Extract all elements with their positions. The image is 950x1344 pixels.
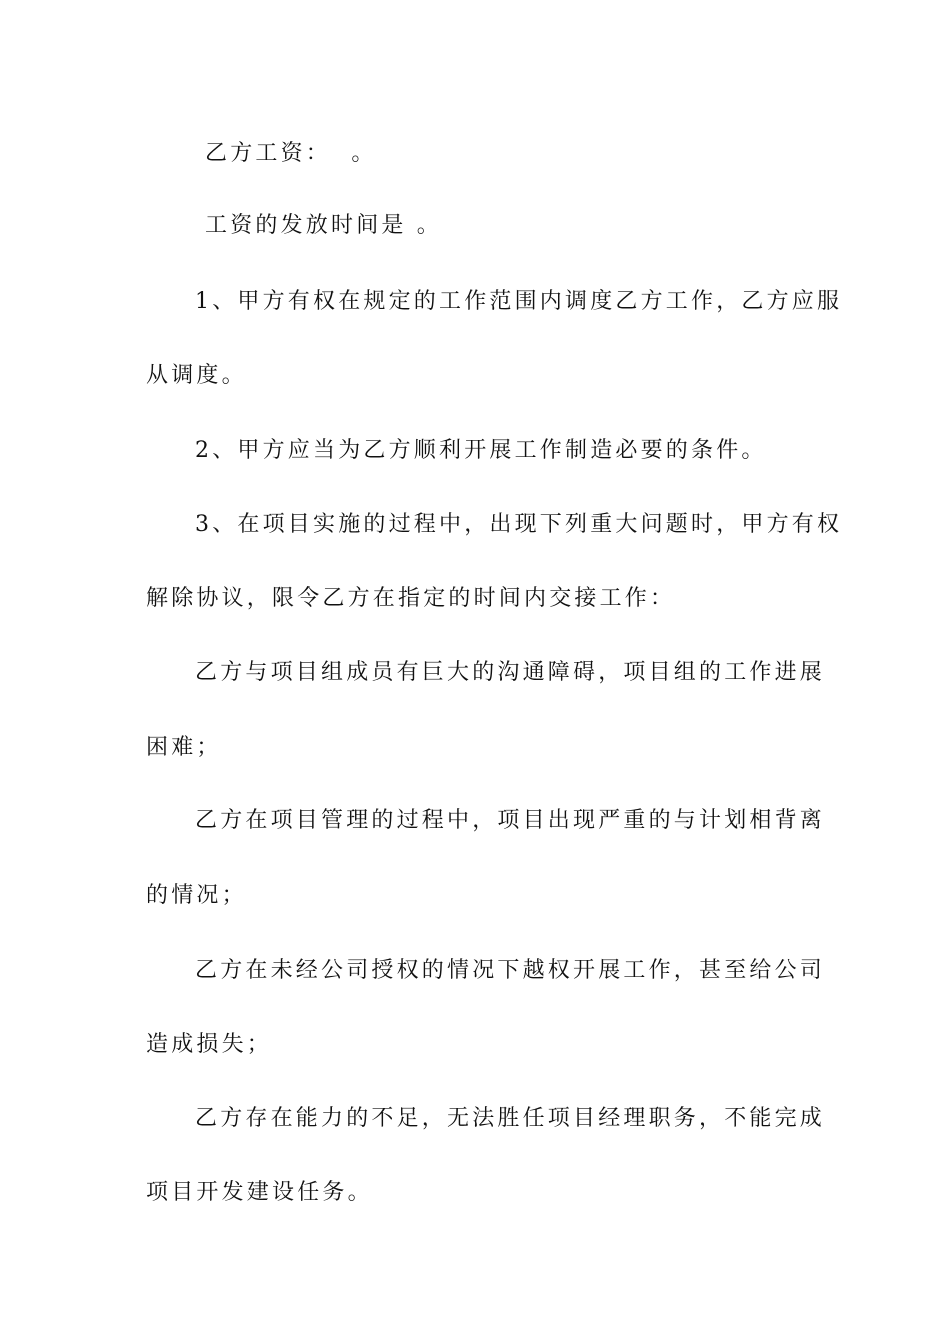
clause-2-line: 2、甲方应当为乙方顺利开展工作制造必要的条件。 <box>195 438 767 463</box>
pay-time-line: 工资的发放时间是 。 <box>205 213 442 238</box>
item-d-line-1: 乙方存在能力的不足，无法胜任项目经理职务，不能完成 <box>195 1106 826 1131</box>
clause-3-line-2: 解除协议，限令乙方在指定的时间内交接工作： <box>146 586 676 611</box>
item-d-line-2: 项目开发建设任务。 <box>146 1180 373 1205</box>
clause-1-line-1: 1、甲方有权在规定的工作范围内调度乙方工作，乙方应服 <box>195 289 843 314</box>
item-b-line-1: 乙方在项目管理的过程中，项目出现严重的与计划相背离 <box>195 808 826 833</box>
clause-3-line-1: 3、在项目实施的过程中，出现下列重大问题时，甲方有权 <box>195 512 843 537</box>
item-b-line-2: 的情况； <box>146 883 247 908</box>
item-c-line-1: 乙方在未经公司授权的情况下越权开展工作，甚至给公司 <box>195 958 826 983</box>
item-a-line-1: 乙方与项目组成员有巨大的沟通障碍，项目组的工作进展 <box>195 660 826 685</box>
clause-1-line-2: 从调度。 <box>146 363 247 388</box>
item-c-line-2: 造成损失； <box>146 1032 273 1057</box>
item-a-line-2: 困难； <box>146 735 222 760</box>
salary-line: 乙方工资： 。 <box>205 141 377 166</box>
